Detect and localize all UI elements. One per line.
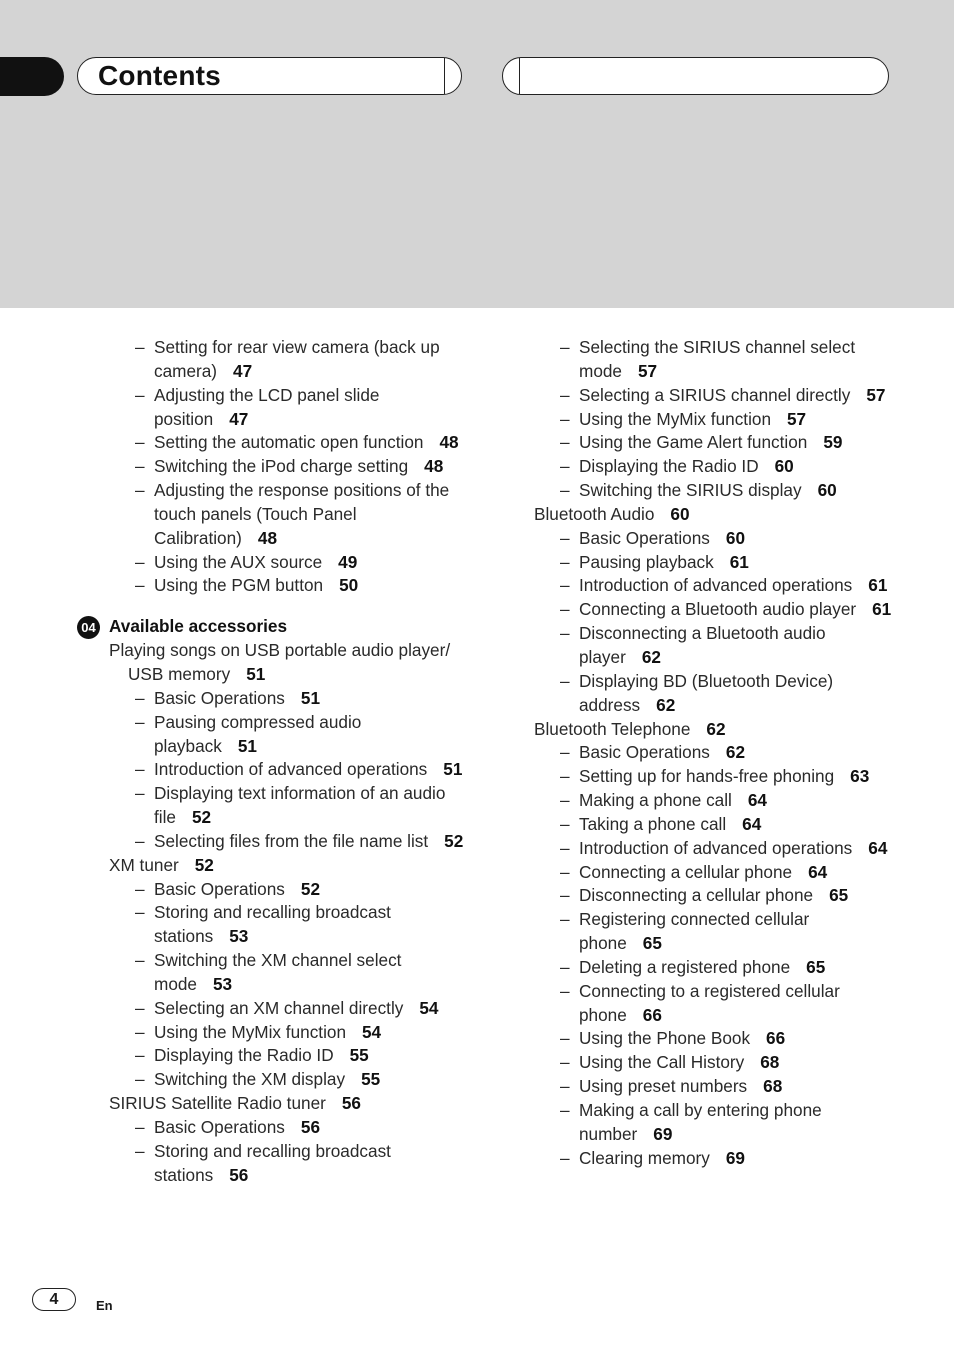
toc-page-number: 69 bbox=[653, 1123, 673, 1144]
toc-entry-text: Basic Operations bbox=[154, 878, 285, 899]
toc-entry-text: Making a call by entering phone number bbox=[579, 1100, 822, 1144]
toc-page-number: 48 bbox=[424, 456, 444, 477]
toc-subentry[interactable] bbox=[109, 1044, 469, 1068]
toc-subentry[interactable] bbox=[534, 813, 894, 837]
toc-subentry[interactable] bbox=[109, 901, 469, 949]
toc-right-column bbox=[534, 336, 894, 1171]
dash-bullet: – bbox=[560, 885, 570, 906]
dash-bullet: – bbox=[135, 432, 145, 453]
toc-entry-text: Introduction of advanced operations bbox=[579, 575, 853, 596]
dash-bullet: – bbox=[135, 830, 145, 851]
toc-subentry[interactable] bbox=[534, 741, 894, 765]
toc-page-number: 64 bbox=[742, 813, 762, 834]
toc-entry-text: Using the Call History bbox=[579, 1052, 745, 1073]
toc-page-number: 55 bbox=[349, 1045, 369, 1066]
chapter-frame bbox=[502, 57, 889, 95]
toc-list-right bbox=[534, 336, 894, 1171]
toc-entry-text: Setting for rear view camera (back up camera) bbox=[154, 337, 440, 381]
toc-entry-text: Introduction of advanced operations bbox=[154, 759, 428, 780]
toc-page-number: 56 bbox=[300, 1117, 321, 1137]
toc-subentry[interactable] bbox=[534, 551, 894, 575]
toc-list-continued bbox=[109, 336, 469, 598]
toc-subentry[interactable] bbox=[109, 1140, 469, 1188]
toc-subentry[interactable] bbox=[534, 336, 894, 384]
title-frame bbox=[77, 57, 462, 95]
toc-entry-text: Taking a phone call bbox=[579, 813, 727, 834]
toc-subentry[interactable] bbox=[534, 598, 894, 622]
dash-bullet: – bbox=[135, 997, 145, 1018]
dash-bullet: – bbox=[560, 527, 570, 548]
toc-subentry[interactable] bbox=[109, 949, 469, 997]
dash-bullet: – bbox=[560, 766, 570, 787]
toc-entry-text: Selecting the SIRIUS channel select mode bbox=[579, 337, 856, 381]
toc-subentry[interactable] bbox=[109, 384, 469, 432]
toc-page-number: 64 bbox=[747, 790, 767, 811]
toc-entry-text: Basic Operations bbox=[154, 687, 285, 708]
dash-bullet: – bbox=[560, 480, 570, 501]
toc-subentry[interactable] bbox=[109, 830, 469, 854]
toc-page-number: 51 bbox=[300, 687, 321, 708]
toc-entry-text: Using the AUX source bbox=[154, 551, 323, 572]
toc-page-number: 66 bbox=[766, 1028, 786, 1049]
toc-page-number: 48 bbox=[257, 527, 278, 548]
toc-page-number: 60 bbox=[725, 527, 746, 548]
toc-page-number: 51 bbox=[443, 759, 463, 780]
dash-bullet: – bbox=[135, 456, 145, 477]
toc-subentry[interactable] bbox=[534, 1075, 894, 1099]
toc-page-number: 68 bbox=[760, 1052, 780, 1073]
toc-entry-text: Switching the SIRIUS display bbox=[579, 480, 802, 501]
toc-subentry[interactable] bbox=[534, 884, 894, 908]
toc-entry-text: Making a phone call bbox=[579, 790, 732, 811]
toc-entry-text: Pausing compressed audio playback bbox=[154, 711, 362, 756]
toc-page-number: 53 bbox=[229, 926, 249, 947]
toc-subentry[interactable] bbox=[534, 527, 894, 551]
dash-bullet: – bbox=[135, 384, 145, 405]
dash-bullet: – bbox=[560, 432, 570, 453]
toc-page-number: 61 bbox=[872, 599, 892, 620]
section-number-badge: 04 bbox=[77, 616, 100, 639]
toc-page-number: 61 bbox=[729, 551, 749, 572]
toc-entry-text: Adjusting the response positions of the touch panels (Touch Panel Calibration) bbox=[154, 480, 450, 548]
toc-page-number: 52 bbox=[444, 830, 464, 851]
toc-entry-text: Switching the iPod charge setting bbox=[154, 456, 409, 477]
toc-entry-text: XM tuner bbox=[109, 854, 179, 875]
toc-subentry[interactable] bbox=[109, 479, 469, 551]
toc-entry-text: Disconnecting a Bluetooth audio player bbox=[579, 623, 826, 667]
toc-left-column bbox=[81, 336, 469, 1188]
dash-bullet: – bbox=[135, 337, 145, 357]
toc-page-number: 69 bbox=[725, 1147, 745, 1168]
toc-page-number: 49 bbox=[338, 551, 358, 572]
toc-page-number: 61 bbox=[868, 575, 888, 596]
section-title: Available accessories bbox=[109, 616, 288, 637]
dash-bullet: – bbox=[560, 670, 570, 691]
dash-bullet: – bbox=[560, 742, 570, 763]
toc-entry-text: Switching the XM channel select mode bbox=[154, 950, 402, 994]
toc-subentry[interactable] bbox=[534, 837, 894, 861]
dash-bullet: – bbox=[560, 980, 570, 1001]
toc-subentry[interactable] bbox=[109, 574, 469, 598]
toc-entry-text: Bluetooth Audio bbox=[534, 503, 655, 524]
dash-bullet: – bbox=[560, 790, 570, 811]
dash-bullet: – bbox=[560, 909, 570, 930]
toc-entry-text: Connecting a Bluetooth audio player bbox=[579, 599, 857, 620]
toc-entry-text: Registering connected cellular phone bbox=[579, 909, 810, 954]
dash-bullet: – bbox=[135, 1069, 145, 1090]
toc-entry-text: Switching the XM display bbox=[154, 1069, 346, 1090]
toc-entry[interactable] bbox=[109, 639, 469, 687]
toc-subentry[interactable] bbox=[109, 711, 469, 759]
toc-entry-text: Using the PGM button bbox=[154, 575, 324, 596]
toc-subentry[interactable] bbox=[534, 622, 894, 670]
toc-entry-text: Basic Operations bbox=[154, 1117, 285, 1137]
toc-page-number: 62 bbox=[641, 646, 661, 667]
toc-subentry[interactable] bbox=[109, 687, 469, 711]
dash-bullet: – bbox=[560, 384, 570, 405]
toc-subentry[interactable] bbox=[534, 789, 894, 813]
toc-entry[interactable] bbox=[109, 1092, 469, 1116]
dash-bullet: – bbox=[135, 1140, 145, 1161]
toc-entry-text: Adjusting the LCD panel slide position bbox=[154, 384, 380, 429]
toc-page-number: 50 bbox=[339, 575, 359, 596]
toc-page-number: 54 bbox=[362, 1021, 382, 1042]
toc-subentry[interactable] bbox=[534, 1147, 894, 1171]
dash-bullet: – bbox=[560, 1076, 570, 1097]
toc-subentry[interactable] bbox=[534, 479, 894, 503]
toc-subentry[interactable] bbox=[534, 1051, 894, 1075]
toc-entry-text: Displaying the Radio ID bbox=[579, 456, 759, 477]
language-label: En bbox=[96, 1298, 113, 1313]
section-heading bbox=[81, 615, 469, 639]
toc-page-number: 56 bbox=[341, 1093, 361, 1114]
dash-bullet: – bbox=[135, 1117, 145, 1137]
frame-divider bbox=[444, 58, 445, 94]
toc-page-number: 48 bbox=[439, 432, 459, 453]
toc-subentry[interactable] bbox=[534, 956, 894, 980]
dash-bullet: – bbox=[560, 1052, 570, 1073]
header-band bbox=[0, 0, 954, 308]
dash-bullet: – bbox=[560, 408, 570, 429]
dash-bullet: – bbox=[560, 337, 570, 357]
toc-page-number: 65 bbox=[806, 956, 826, 977]
toc-page-number: 65 bbox=[642, 933, 662, 954]
toc-subentry[interactable] bbox=[534, 908, 894, 956]
toc-entry-text: Basic Operations bbox=[579, 742, 710, 763]
toc-page-number: 66 bbox=[642, 1004, 662, 1025]
toc-subentry[interactable] bbox=[109, 878, 469, 902]
toc-entry-text: Storing and recalling broadcast stations bbox=[154, 902, 391, 947]
dash-bullet: – bbox=[560, 456, 570, 477]
toc-entry-text: Selecting files from the file name list bbox=[154, 830, 429, 851]
toc-entry-text: Storing and recalling broadcast stations bbox=[154, 1140, 391, 1185]
toc-subentry[interactable] bbox=[534, 670, 894, 718]
toc-page-number: 60 bbox=[817, 480, 837, 501]
toc-subentry[interactable] bbox=[109, 1116, 469, 1140]
toc-page-number: 53 bbox=[213, 973, 233, 994]
toc-page-number: 57 bbox=[787, 408, 807, 429]
toc-entry-text: Displaying text information of an audio file bbox=[154, 783, 446, 828]
dash-bullet: – bbox=[135, 551, 145, 572]
toc-page-number: 47 bbox=[233, 360, 253, 381]
toc-subentry[interactable] bbox=[109, 997, 469, 1021]
dash-bullet: – bbox=[135, 575, 145, 596]
toc-entry[interactable] bbox=[534, 718, 894, 742]
toc-entry-text: Using the MyMix function bbox=[154, 1021, 346, 1042]
toc-subentry[interactable] bbox=[109, 336, 469, 384]
toc-page-number: 47 bbox=[229, 408, 249, 429]
toc-page-number: 64 bbox=[808, 861, 828, 882]
dash-bullet: – bbox=[135, 759, 145, 780]
toc-entry-text: Using preset numbers bbox=[579, 1076, 748, 1097]
toc-entry-text: Connecting a cellular phone bbox=[579, 861, 793, 882]
dash-bullet: – bbox=[560, 1028, 570, 1049]
toc-entry-text: Clearing memory bbox=[579, 1147, 710, 1168]
toc-subentry[interactable] bbox=[534, 1027, 894, 1051]
toc-entry-text: SIRIUS Satellite Radio tuner bbox=[109, 1093, 326, 1114]
toc-entry-text: Disconnecting a cellular phone bbox=[579, 885, 814, 906]
toc-page-number: 57 bbox=[638, 360, 658, 381]
toc-subentry[interactable] bbox=[109, 551, 469, 575]
toc-entry-text: Pausing playback bbox=[579, 551, 714, 572]
toc-entry[interactable] bbox=[534, 503, 894, 527]
dash-bullet: – bbox=[560, 551, 570, 572]
dash-bullet: – bbox=[560, 956, 570, 977]
toc-page-number: 54 bbox=[419, 997, 439, 1018]
toc-page-number: 62 bbox=[706, 718, 726, 739]
toc-entry-text: Displaying BD (Bluetooth Device) address bbox=[579, 670, 834, 715]
toc-entry-text: Connecting to a registered cellular phone bbox=[579, 980, 840, 1025]
dash-bullet: – bbox=[560, 575, 570, 596]
toc-subentry[interactable] bbox=[534, 980, 894, 1028]
toc-entry-text: Setting the automatic open function bbox=[154, 432, 424, 453]
toc-page-number: 64 bbox=[868, 837, 888, 858]
toc-page-number: 56 bbox=[229, 1164, 249, 1185]
toc-subentry[interactable] bbox=[534, 408, 894, 432]
toc-entry-text: Selecting a SIRIUS channel directly bbox=[579, 384, 851, 405]
toc-subentry[interactable] bbox=[109, 455, 469, 479]
toc-entry-text: Using the Game Alert function bbox=[579, 432, 808, 453]
toc-subentry[interactable] bbox=[109, 1068, 469, 1092]
toc-subentry[interactable] bbox=[534, 861, 894, 885]
toc-entry-text: Basic Operations bbox=[579, 527, 710, 548]
toc-subentry[interactable] bbox=[534, 765, 894, 789]
toc-entry-text: Displaying the Radio ID bbox=[154, 1045, 334, 1066]
dash-bullet: – bbox=[560, 1147, 570, 1168]
toc-page-number: 52 bbox=[191, 807, 212, 828]
dash-bullet: – bbox=[135, 1021, 145, 1042]
dash-bullet: – bbox=[135, 783, 145, 804]
toc-page-number: 60 bbox=[774, 456, 794, 477]
toc-subentry[interactable] bbox=[534, 1099, 894, 1147]
dash-bullet: – bbox=[560, 623, 570, 644]
toc-page-number: 65 bbox=[829, 885, 849, 906]
dash-bullet: – bbox=[135, 902, 145, 923]
dash-bullet: – bbox=[560, 837, 570, 858]
toc-page-number: 62 bbox=[656, 694, 676, 715]
toc-subentry[interactable] bbox=[534, 431, 894, 455]
toc-entry-text: Playing songs on USB portable audio player/ USB memory bbox=[109, 640, 451, 684]
dash-bullet: – bbox=[135, 878, 145, 899]
toc-entry-text: Introduction of advanced operations bbox=[579, 837, 853, 858]
toc-subentry[interactable] bbox=[534, 384, 894, 408]
dash-bullet: – bbox=[560, 861, 570, 882]
toc-entry-text: Selecting an XM channel directly bbox=[154, 997, 404, 1018]
toc-page-number: 51 bbox=[237, 735, 257, 756]
toc-entry-text: Bluetooth Telephone bbox=[534, 718, 691, 739]
toc-entry-text: Using the Phone Book bbox=[579, 1028, 751, 1049]
toc-entry-text: Using the MyMix function bbox=[579, 408, 771, 429]
toc-page-number: 60 bbox=[670, 503, 690, 524]
toc-page-number: 55 bbox=[361, 1069, 381, 1090]
dash-bullet: – bbox=[135, 711, 145, 732]
toc-page-number: 57 bbox=[866, 384, 886, 405]
toc-subentry[interactable] bbox=[534, 455, 894, 479]
toc-page-number: 59 bbox=[823, 432, 843, 453]
dash-bullet: – bbox=[135, 950, 145, 971]
toc-subentry[interactable] bbox=[109, 1021, 469, 1045]
dash-bullet: – bbox=[135, 687, 145, 708]
toc-page-number: 52 bbox=[194, 854, 214, 875]
toc-page-number: 52 bbox=[300, 878, 321, 899]
toc-page-number: 62 bbox=[725, 742, 746, 763]
toc-entry[interactable] bbox=[109, 854, 469, 878]
toc-subentry[interactable] bbox=[109, 758, 469, 782]
dash-bullet: – bbox=[135, 1045, 145, 1066]
page-number: 4 bbox=[32, 1288, 76, 1311]
toc-subentry[interactable] bbox=[109, 782, 469, 830]
toc-entry-text: Deleting a registered phone bbox=[579, 956, 791, 977]
toc-page-number: 63 bbox=[850, 766, 870, 787]
page-title: Contents bbox=[98, 60, 221, 91]
toc-subentry[interactable] bbox=[109, 431, 469, 455]
toc-entry-text: Setting up for hands-free phoning bbox=[579, 766, 835, 787]
dash-bullet: – bbox=[560, 599, 570, 620]
dash-bullet: – bbox=[560, 1100, 570, 1120]
toc-list-section bbox=[109, 639, 469, 1187]
toc-page-number: 68 bbox=[763, 1076, 783, 1097]
dash-bullet: – bbox=[135, 480, 145, 501]
section-tab-marker bbox=[0, 57, 64, 96]
frame-divider bbox=[519, 58, 520, 94]
dash-bullet: – bbox=[560, 813, 570, 834]
toc-page-number: 51 bbox=[246, 663, 266, 684]
toc-subentry[interactable] bbox=[534, 574, 894, 598]
